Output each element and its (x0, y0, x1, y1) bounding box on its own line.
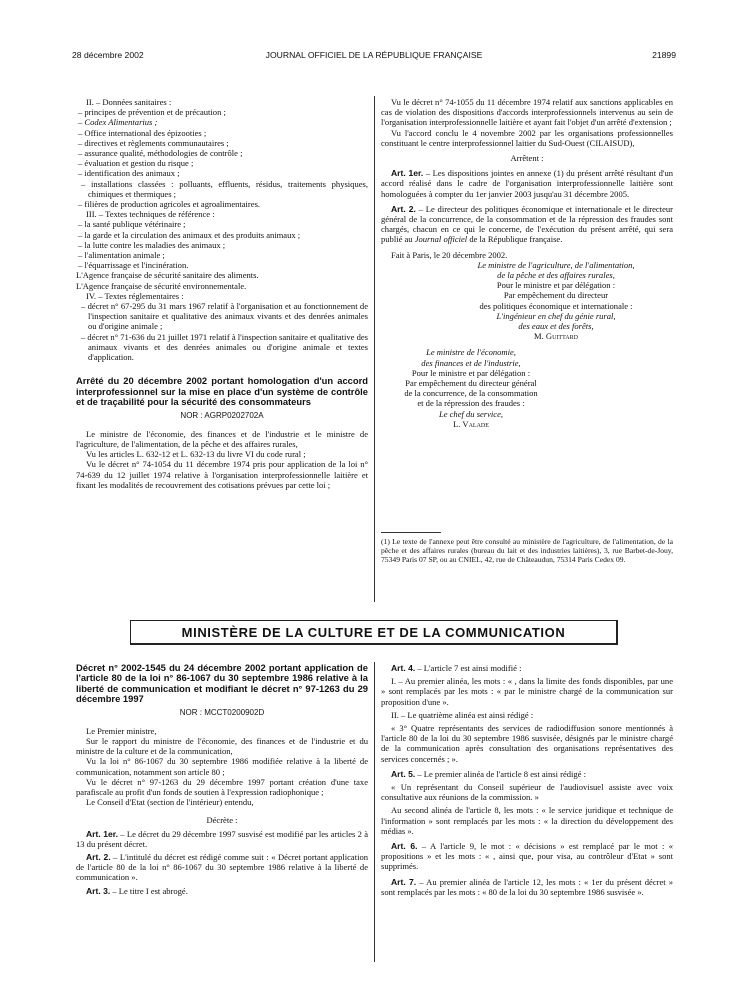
decrete-label: Décrète : (206, 815, 238, 826)
signature-line: des eaux et des forêts, (518, 321, 594, 332)
article-label: Art. 3. (86, 885, 111, 896)
paragraph: Le Conseil d'Etat (section de l'intérieur) entendu, (86, 797, 254, 808)
decret-title: Décret n° 2002-1545 du 24 décembre 2002 portant application de l'article 80 de la loi n° 86-1067 du 30 septembre 1986 relative à la liberté de communication et modifiant le décret n° 97-1263 du 29 décembre 1997 (76, 662, 368, 705)
signature-line: L'ingénieur en chef du génie rural, (496, 310, 616, 321)
section-title: II. – Données sanitaires : (86, 97, 172, 107)
article-7 (381, 877, 673, 897)
paragraph: Vu le décret n° 97-1263 du 29 décembre 1997 portant création d'une taxe parafiscale au profit d'un fonds de soutien à l'expression radiophonique ; (76, 776, 368, 798)
section-title: III. – Textes techniques de référence : (86, 209, 215, 220)
article-label: Art. 7. (391, 876, 417, 887)
paragraph: « 3° Quatre représentants des services de radiodiffusion sonore mentionnés à l'article 80 de la loi du 30 septembre 1986 susvisée, désignés par le ministre chargé de la communication après consultation des organisations représentatives des services concernés ; ». (381, 723, 673, 764)
arretent-label: Arrêtent : (510, 153, 544, 164)
signature-line: des finances et de l'industrie, (421, 357, 521, 368)
article-text: – Les dispositions jointes en annexe (1) du présent arrêté résultant d'un accord réalisé dans le cadre de l'organisation interprofessionnelle laitière sont homologuées à compter du 1er janvier 2003 jusqu'au 31 décembre 2005. (381, 168, 673, 199)
list-item: – Codex Alimentarius ; (78, 117, 158, 128)
paragraph: I. – Au premier alinéa, les mots : « , dans la limite des fonds disponibles, par une » sont remplacés par les mots : « par le ministre chargé de la communication sur proposition d'une ». (381, 676, 673, 707)
article-1 (381, 168, 673, 199)
list-item: – évaluation et gestion du risque ; (78, 158, 194, 169)
list-item: – directives et règlements communautaires ; (78, 137, 229, 148)
article-text-end: de la République française. (467, 234, 563, 245)
top-left-column (76, 97, 368, 490)
list-item: – décret n° 67-295 du 31 mars 1967 relatif à l'organisation et au fonctionnement de l'inspection sanitaire et qualitative des animaux vivants et des denrées animales ou d'origine animale ; (81, 301, 368, 332)
article-label: Art. 1er. (391, 168, 424, 179)
header-journal-title: JOURNAL OFFICIEL DE LA RÉPUBLIQUE FRANÇAISE (265, 50, 483, 60)
paragraph: Le ministre de l'économie, des finances et de l'industrie et le ministre de l'agriculture, de l'alimentation, de la pêche et des affaires rurales, (76, 428, 368, 449)
list-item: – principes de prévention et de précaution ; (78, 107, 226, 118)
article-6 (381, 841, 673, 872)
list-item: – filières de production agricoles et agroalimentaires. (78, 199, 261, 210)
signature-line: des politiques économique et internationale : (479, 300, 633, 311)
footnote-rule (381, 532, 441, 533)
article-text: – Au premier alinéa de l'article 12, les mots : « 1er du présent décret » sont remplacés par les mots : « 80 de la loi du 30 septembre 1986 susvisée ». (381, 876, 673, 897)
nor-reference: NOR : AGRP0202702A (180, 410, 264, 420)
list-item: – l'équarrissage et l'incinération. (78, 260, 189, 271)
article-1 (76, 829, 368, 849)
column-divider-bottom (374, 662, 375, 962)
article-text: – A l'article 9, le mot : « décisions » est remplacé par le mot : « propositions » et les mots : « , ainsi que, pour visa, au contrôleur d'Etat » sont supprimés. (381, 841, 673, 872)
article-label: Art. 4. (391, 663, 416, 673)
article-text: – Le titre I est abrogé. (110, 885, 188, 896)
article-2 (76, 852, 368, 883)
nor-reference: NOR : MCCT0200902D (179, 707, 265, 717)
ministry-banner: MINISTÈRE DE LA CULTURE ET DE LA COMMUNICATION (130, 620, 618, 645)
list-item: – la garde et la circulation des animaux et des produits animaux ; (78, 229, 301, 240)
list-item: – assurance qualité, méthodologies de contrôle ; (78, 148, 243, 159)
signature-line: Par empêchement du directeur (503, 290, 609, 301)
signatory-name: L. Valade (453, 418, 489, 429)
paragraph: Sur le rapport du ministre de l'économie, des finances et de l'industrie et du ministre de la culture et de la communication, (76, 736, 368, 757)
footnote: (1) Le texte de l'annexe peut être consulté au ministère de l'agriculture, de l'alimentation, de la pêche et des affaires rurales (bureau du lait et des industries laitières), 3, rue Barbet-de-Jouy, 75349 Paris 07 SP, ou au CNIEL, 42, rue de Châteaudun, 75314 Paris Cedex 09. (381, 537, 673, 564)
list-item: – décret n° 71-636 du 21 juillet 1971 relatif à l'inspection sanitaire et qualitative des animaux vivants et des denrées animales ou d'origine animale et textes d'application. (81, 331, 368, 363)
paragraph: II. – Le quatrième alinéa est ainsi rédigé : (391, 709, 534, 720)
article-label: Art. 6. (391, 841, 418, 852)
list-item: – Office international des épizooties ; (78, 127, 207, 138)
list-item: – la lutte contre les maladies des animaux ; (78, 239, 226, 250)
agency-line: L'Agence française de sécurité sanitaire des aliments. (76, 270, 259, 281)
signature-line: et de la répression des fraudes : (417, 398, 525, 409)
signature-line: Le chef du service, (438, 408, 504, 419)
article-label: Art. 1er. (86, 828, 118, 839)
section-title: IV. – Textes réglementaires : (86, 290, 184, 301)
signature-line: Par empêchement du directeur général (405, 378, 537, 389)
top-right-column (381, 97, 673, 429)
paragraph: « Un représentant du Conseil supérieur de l'audiovisuel assiste avec voix consultative aux réunions de la commission. » (381, 782, 673, 803)
agency-line: L'Agence française de sécurité environnementale. (76, 280, 247, 291)
article-label: Art. 5. (391, 768, 416, 779)
fait-a-paris: Fait à Paris, le 20 décembre 2002. (391, 249, 508, 260)
article-text: – L'intitulé du décret est rédigé comme suit : « Décret portant application de l'article 80 de la loi n° 86-1067 du 30 septembre 1986 relative à la liberté de communication ». (76, 852, 368, 883)
article-text: – L'article 7 est ainsi modifié : (415, 663, 522, 673)
header-page-number: 21899 (652, 50, 676, 60)
bottom-right-column (381, 663, 673, 897)
running-header (72, 50, 676, 64)
signature-line: Le ministre de l'économie, (426, 347, 516, 358)
paragraph: Vu le décret n° 74-1054 du 11 décembre 1974 pris pour application de la loi n° 74-639 du 12 juillet 1974 relative à l'organisation interprofessionnelle laitière et fixant les modalités de recouvrement des cotisations prévues par cette loi ; (76, 459, 368, 490)
header-date: 28 décembre 2002 (72, 50, 144, 60)
article-5 (381, 769, 673, 779)
paragraph: Vu l'accord conclu le 4 novembre 2002 par les organisations professionnelles constituant le centre interprofessionnel laitier du Sud-Ouest (CILAISUD), (381, 127, 673, 148)
article-label: Art. 2. (86, 852, 111, 863)
arrete-title: Arrêté du 20 décembre 2002 portant homologation d'un accord interprofessionnel sur la mise en place d'un système de contrôle et de traçabilité pour la sécurité des consommateurs (76, 375, 368, 408)
list-item: – l'alimentation animale ; (78, 250, 165, 261)
journal-officiel-italic: Journal officiel (414, 234, 468, 245)
signature-line: de la concurrence, de la consommation (404, 388, 538, 399)
list-item: – installations classées : polluants, effluents, résidus, traitements physiques, chimiques et thermiques ; (81, 178, 368, 199)
paragraph: Vu la loi n° 86-1067 du 30 septembre 1986 modifiée relative à la liberté de communication, notamment son article 80 ; (76, 756, 368, 777)
article-2 (381, 204, 673, 245)
list-item: – identification des animaux ; (78, 168, 180, 179)
article-text: – Le décret du 29 décembre 1997 susvisé est modifié par les articles 2 à 13 du présent décret. (76, 828, 368, 849)
article-4 (381, 663, 673, 673)
paragraph: Le Premier ministre, (86, 725, 157, 736)
signatory-name: M. Guittard (534, 331, 578, 342)
article-label: Art. 2. (391, 203, 416, 214)
signature-line: Pour le ministre et par délégation : (411, 367, 531, 378)
article-text: – Le directeur des politiques économique et internationale et le directeur général de la concurrence, de la consommation et de la répression des fraudes sont chargés, chacun en ce qui le concerne, de l'exécution du présent arrêté, qui sera publié au (381, 203, 673, 245)
paragraph: Vu les articles L. 632-12 et L. 632-13 du livre VI du code rural ; (86, 449, 306, 460)
article-3 (76, 886, 368, 896)
list-item: – la santé publique vétérinaire ; (78, 219, 186, 230)
signature-line: de la pêche et des affaires rurales, (497, 270, 615, 281)
bottom-left-column (76, 663, 368, 896)
paragraph: Vu le décret n° 74-1055 du 11 décembre 1974 relatif aux sanctions applicables en cas de violation des dispositions d'accords interprofessionnels intervenus au sein de l'organisation interprofessionnelle laitière et ayant fait l'objet d'un arrêté d'extension ; (381, 97, 673, 128)
paragraph: Au second alinéa de l'article 8, les mots : « le service juridique et technique de l'information » sont remplacés par les mots : « la direction du développement des médias ». (381, 805, 673, 836)
article-text: – Le premier alinéa de l'article 8 est ainsi rédigé : (415, 768, 586, 779)
column-divider-top (374, 96, 375, 602)
signature-line: Pour le ministre et par délégation : (496, 280, 616, 291)
signature-block-1 (451, 260, 661, 342)
signature-line: Le ministre de l'agriculture, de l'alimentation, (477, 259, 635, 270)
signature-block-2 (381, 347, 561, 429)
